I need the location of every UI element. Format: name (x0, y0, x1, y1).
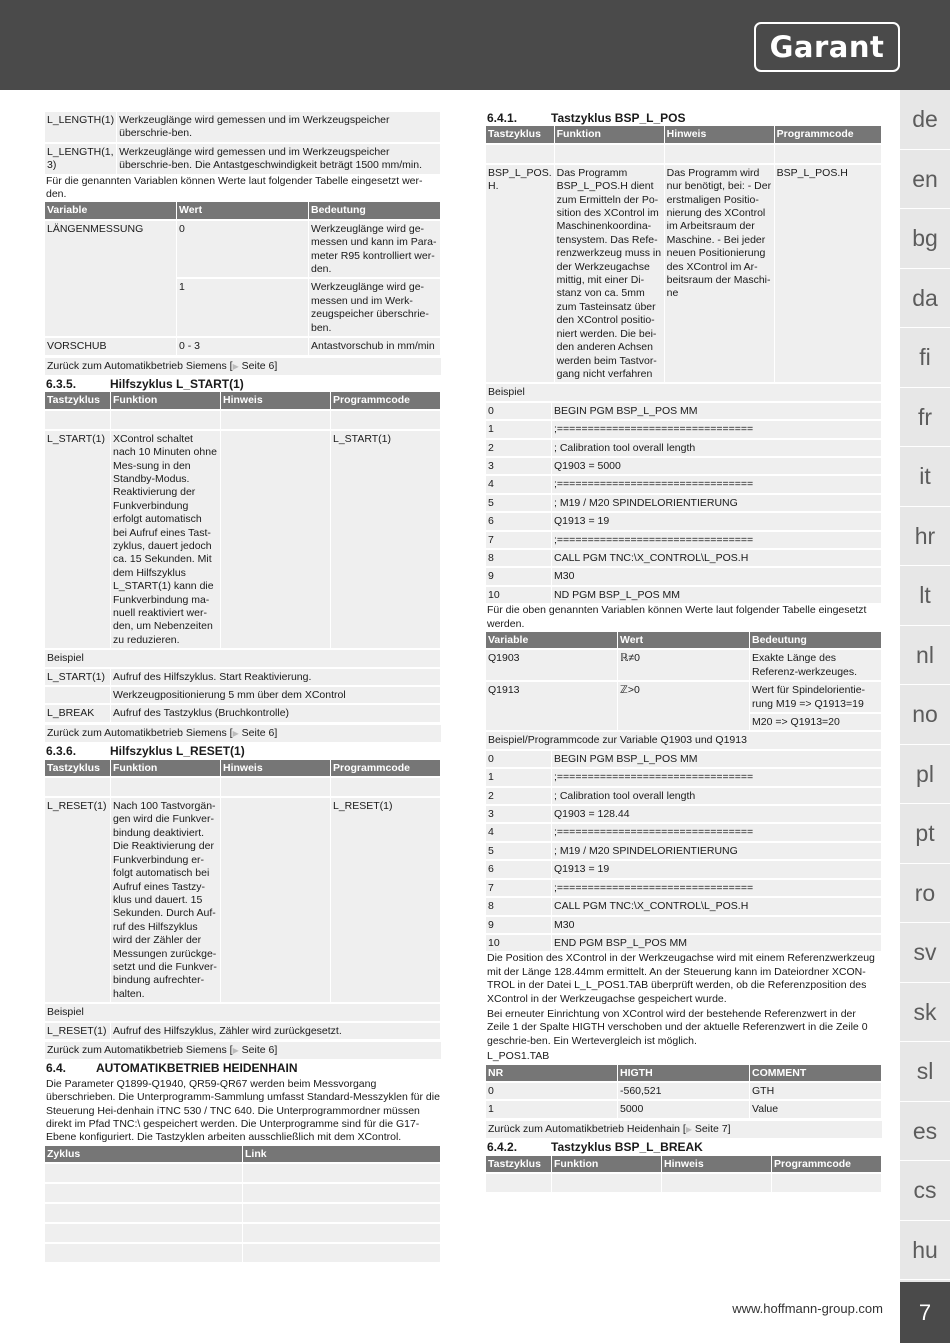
language-tab-pt[interactable]: pt (900, 804, 950, 864)
section-heading-6-3-6: 6.3.6. Hilfszyklus L_RESET(1) (46, 744, 245, 759)
language-tab-hr[interactable]: hr (900, 507, 950, 567)
program-line: 0 BEGIN PGM BSP_L_POS MM (486, 401, 882, 419)
language-sidebar (900, 90, 950, 1343)
heidenhain-intro: Die Parameter Q1899-Q1940, QR59-QR67 werden beim Messvorgang überschrieben. Die Unterprogramm-Sammlung umfasst Standard-Messzyklen für die Steuerung Hei-denhain iTNC 530 / TNC 640. Die Unterprogrammordner müssen direkt im Pfad TNC:\ gespeichert werden. Die Unterprogramme sind für die G17-Ebene konfiguriert. Die Tastzyklen arbeiten ausschließlich mit dem XControl. (46, 1077, 440, 1144)
language-tab-de[interactable]: de (900, 90, 950, 150)
program-line: 10 ND PGM BSP_L_POS MM (486, 585, 882, 603)
language-tab-lt[interactable]: lt (900, 566, 950, 626)
program-line: 8 CALL PGM TNC:\X_CONTROL\L_POS.H (486, 896, 882, 914)
program-line: 3 Q1903 = 128.44 (486, 804, 882, 822)
language-tab-hu[interactable]: hu (900, 1221, 950, 1281)
language-tab-fi[interactable]: fi (900, 328, 950, 388)
language-tab-en[interactable]: en (900, 150, 950, 210)
lreset-example-table: L_RESET(1) Aufruf des Hilfszyklus, Zähler wird zurückgesetzt. (45, 1021, 441, 1039)
program-listing-1 (486, 401, 882, 603)
program-line: 9 M30 (486, 566, 882, 584)
lstart-table: Tastzyklus Funktion Hinweis Programmcode L_START(1) XControl schaltet nach 10 Minuten ohne Mes-sung in den Standby-Modus. Reaktivierung der Funkverbindung erfolgt automatisch bei Aufruf eines Tast-zyklus, dauert jedoch ca. 15 Sekunden. Mit dem Hilfszyklus L_START(1) kann die Funkverbindung ma-nuell reaktiviert wer-den, um Nebenzeiten zu reduzieren. L_START(1) Beispiel (45, 392, 441, 666)
lreset-table: Tastzyklus Funktion Hinweis Programmcode L_RESET(1) Nach 100 Tastvorgän-gen wird die Funkver-bindung deaktiviert. Die Reaktivierung der Funkverbindung er-folgt automatisch bei Aufruf eines Tastzy-klus und dauert. 15 Sekunden. Durch Auf-ruf des Hilfszyklus wird der Zähler der Messungen zurückge-setzt und die Funkver-bindung aufrechter-halten. L_RESET(1) Beispiel (45, 760, 441, 1021)
page-number: 7 (900, 1282, 950, 1343)
language-tab-it[interactable]: it (900, 447, 950, 507)
variables-table: Variable Wert Bedeutung LÄNGENMESSUNG 0 Werkzeuglänge wird ge-messen und kann im Para-meter R95 kontrolliert wer-den. 1 Werkzeuglänge wird ge-messen und im Werk-zeugspeicher überschrie-ben. VORSCHUB 0 - 3 Antastvorschub in mm/min (45, 202, 441, 354)
program-line: 5 ; M19 / M20 SPINDELORIENTIERUNG (486, 493, 882, 511)
language-tab-cs[interactable]: cs (900, 1161, 950, 1221)
program-listing-2 (486, 749, 882, 951)
program-line: 10 END PGM BSP_L_POS MM (486, 933, 882, 951)
left-column (45, 110, 441, 1262)
lstart-example-table: L_START(1) Aufruf des Hilfszyklus. Start Reaktivierung. Werkzeugpositionierung 5 mm über dem XControl L_BREAK Aufruf des Tastzyklus (Bruchkontrolle) (45, 667, 441, 722)
program-line: 6 Q1913 = 19 (486, 511, 882, 529)
program-line: 1 ;================================ (486, 419, 882, 437)
position-paragraph: Die Position des XControl in der Werkzeugachse wird mit einem Referenzwerkzeug mit der Länge 128.44mm ermittelt. An der Steuerung kann im Dateiordner XCON-TROL in der Datei L_L_POS1.TAB überprüft werden, ob die Referenzposition des XControl in der Werkzeugachse gespeichert wurde. (487, 952, 875, 1005)
language-tab-sl[interactable]: sl (900, 1042, 950, 1102)
program-line: 7 ;================================ (486, 530, 882, 548)
language-tab-ro[interactable]: ro (900, 864, 950, 924)
program-line: 8 CALL PGM TNC:\X_CONTROL\L_POS.H (486, 548, 882, 566)
pos1-tab-table: NR HIGTH COMMENT 0 -560,521 GTH 1 5000 Value (486, 1065, 882, 1118)
language-tab-sk[interactable]: sk (900, 983, 950, 1043)
back-link-heidenhain[interactable]: Zurück zum Automatikbetrieb Heidenhain [▶ Seite 7] (486, 1121, 882, 1138)
right-column (486, 110, 882, 1192)
program-line: 6 Q1913 = 19 (486, 859, 882, 877)
language-tab-fr[interactable]: fr (900, 388, 950, 448)
beispiel-header: Beispiel/Programmcode zur Variable Q1903 und Q1913 (486, 730, 882, 748)
zyklus-link-table: Zyklus Link (45, 1146, 441, 1262)
program-line: 4 ;================================ (486, 822, 882, 840)
table-filename: L_POS1.TAB (487, 1050, 550, 1063)
language-tab-pl[interactable]: pl (900, 745, 950, 805)
language-tab-sv[interactable]: sv (900, 923, 950, 983)
program-line: 3 Q1903 = 5000 (486, 456, 882, 474)
reference-paragraph: Bei erneuter Einrichtung von XControl wird der bestehende Referenzwert in der Zeile 1 der Spalte HIGTH verschoben und der aktuelle Referenzwert in die Zeile 0 geschrie-ben. Ein Wertevergleich ist möglich. (487, 1007, 868, 1047)
language-tab-bg[interactable]: bg (900, 209, 950, 269)
section-heading-6-4: 6.4. AUTOMATIKBETRIEB HEIDENHAIN (46, 1061, 298, 1076)
garant-logo: Garant (754, 22, 900, 72)
bsp-l-pos-table: Tastzyklus Funktion Hinweis Programmcode BSP_L_POS. H. Das Programm BSP_L_POS.H dient zum Ermitteln der Po-sition des XControl im Maschinenkoordina-tensystem. Das Refe-renzwerkzeug muss in der Werkzeugachse mittig, mit einer Di-stanz von ca. 5mm zum Tasteinsatz über den XControl positio-niert werden. Die bei-den anderen Achsen werden beim Tastvor-gang nicht verfahren Das Programm wird nur benötigt, bei: - Der erstmaligen Positio-nierung des XControl im Arbeitsraum der Maschine. - Bei jeder neuen Positionierung des XControl im Ar-beitsraum der Maschi-ne BSP_L_POS.H Beispiel (486, 126, 882, 400)
language-tab-da[interactable]: da (900, 269, 950, 329)
program-line: 2 ; Calibration tool overall length (486, 438, 882, 456)
footer-url[interactable]: www.hoffmann-group.com (732, 1301, 883, 1316)
program-line: 9 M30 (486, 915, 882, 933)
language-tab-es[interactable]: es (900, 1102, 950, 1162)
program-line: 1 ;================================ (486, 767, 882, 785)
length-variant-table: L_LENGTH(1) Werkzeuglänge wird gemessen und im Werkzeugspeicher überschrie-ben. L_LENGTH(1, 3) Werkzeuglänge wird gemessen und im Werkzeugspeicher überschrie-ben. Die Antastgeschwindigkeit beträgt 1500 mm/min. (45, 110, 441, 174)
back-link-siemens-3[interactable]: Zurück zum Automatikbetrieb Siemens [▶ Seite 6] (45, 1042, 441, 1059)
program-line: 7 ;================================ (486, 878, 882, 896)
section-heading-6-4-1: 6.4.1. Tastzyklus BSP_L_POS (487, 111, 686, 125)
language-tab-no[interactable]: no (900, 685, 950, 745)
section-heading-6-3-5: 6.3.5. Hilfszyklus L_START(1) (46, 376, 244, 391)
program-line: 4 ;================================ (486, 474, 882, 492)
back-link-siemens-2[interactable]: Zurück zum Automatikbetrieb Siemens [▶ Seite 6] (45, 725, 441, 742)
program-line: 2 ; Calibration tool overall length (486, 786, 882, 804)
bsp-l-break-table: Tastzyklus Funktion Hinweis Programmcode (486, 1156, 882, 1192)
section-heading-6-4-2: 6.4.2. Tastzyklus BSP_L_BREAK (487, 1140, 703, 1155)
language-tab-nl[interactable]: nl (900, 626, 950, 686)
intro-text: Für die genannten Variablen können Werte laut folgender Tabelle eingesetzt wer-den. (46, 174, 423, 201)
program-line: 5 ; M19 / M20 SPINDELORIENTIERUNG (486, 841, 882, 859)
intro-text-2: Für die oben genannten Variablen können Werte laut folgender Tabelle eingesetzt werden. (487, 604, 867, 630)
variables-table-2: Variable Wert Bedeutung Q1903 ℝ≠0 Exakte Länge des Referenz-werkzeuges. Q1913 ℤ>0 Wert für Spindelorientie-rung M19 => Q1913=19 M20 => Q1913=20 (486, 632, 882, 730)
back-link-siemens[interactable]: Zurück zum Automatikbetrieb Siemens [▶ Seite 6] (45, 358, 441, 375)
program-line: 0 BEGIN PGM BSP_L_POS MM (486, 749, 882, 767)
